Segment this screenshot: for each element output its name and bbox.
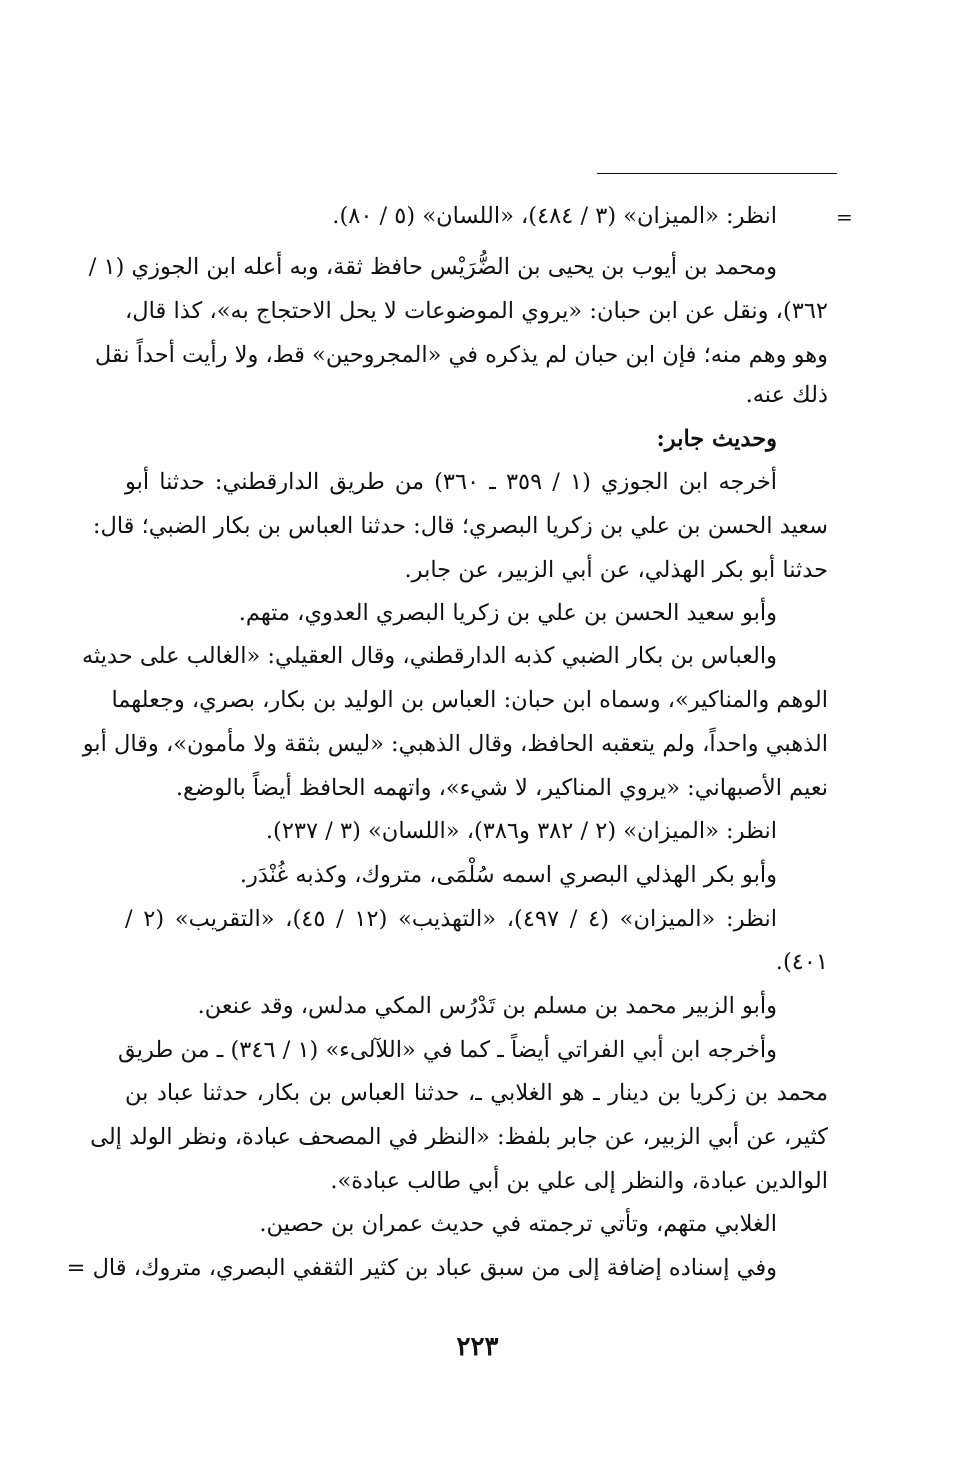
text-line: الذهبي واحداً، ولم يتعقبه الحافظ، وقال الذهبي: «ليس بثقة ولا مأمون»، وقال أبو: [82, 731, 828, 757]
text-line: محمد بن زكريا بن دينار ـ هو الغلابي ـ، حدثنا العباس بن بكار، حدثنا عباد بن: [125, 1080, 828, 1106]
text-line: وأبو الزبير محمد بن مسلم بن تَدْرُس المكي مدلس، وقد عنعن.: [197, 993, 777, 1019]
continuation-mark: =: [836, 205, 853, 229]
text-line: وأبو بكر الهذلي البصري اسمه سُلْمَى، متروك، وكذبه غُنْدَر.: [239, 862, 777, 888]
text-line: نعيم الأصبهاني: «يروي المناكير، لا شيء»، واتهمه الحافظ أيضاً بالوضع.: [175, 775, 828, 801]
text-line: حدثنا أبو بكر الهذلي، عن أبي الزبير، عن جابر.: [404, 557, 828, 583]
text-line: الوهم والمناكير»، وسماه ابن حبان: العباس بن الوليد بن بكار، بصري، وجعلهما: [111, 687, 828, 713]
text-line: وأبو سعيد الحسن بن علي بن زكريا البصري العدوي، متهم.: [238, 600, 777, 626]
text-line: الغلابي متهم، وتأتي ترجمته في حديث عمران بن حصين.: [259, 1211, 777, 1237]
text-line: انظر: «الميزان» (٢ / ٣٨٢ و٣٨٦)، «اللسان» (٣ / ٢٣٧).: [265, 818, 777, 844]
text-line: وفي إسناده إضافة إلى من سبق عباد بن كثير الثقفي البصري، متروك، قال =: [66, 1255, 777, 1281]
text-line: انظر: «الميزان» (٤ / ٤٩٧)، «التهذيب» (١٢ / ٤٥)، «التقريب» (٢ /: [125, 906, 777, 932]
section-heading: وحديث جابر:: [656, 426, 777, 452]
footnote-separator-rule: [597, 173, 837, 174]
text-line: كثير، عن أبي الزبير، عن جابر بلفظ: «النظر في المصحف عبادة، ونظر الولد إلى: [90, 1124, 828, 1150]
text-line: ٤٠١).: [775, 949, 828, 975]
text-line: وأخرجه ابن أبي الفراتي أيضاً ـ كما في «اللآلىء» (١ / ٣٤٦) ـ من طريق: [117, 1037, 777, 1063]
text-line: انظر: «الميزان» (٣ / ٤٨٤)، «اللسان» (٥ / ٨٠).: [332, 203, 777, 229]
page-number: ٢٢٣: [456, 1332, 499, 1362]
text-line: ٣٦٢)، ونقل عن ابن حبان: «يروي الموضوعات لا يحل الاحتجاج به»، كذا قال،: [125, 298, 828, 324]
text-line: وهو وهم منه؛ فإن ابن حبان لم يذكره في «المجروحين» قط، ولا رأيت أحداً نقل: [94, 342, 828, 368]
text-line: ومحمد بن أيوب بن يحيى بن الضُّرَيْس حافظ ثقة، وبه أعله ابن الجوزي (١ /: [88, 254, 777, 280]
text-line: والعباس بن بكار الضبي كذبه الدارقطني، وقال العقيلي: «الغالب على حديثه: [81, 643, 777, 669]
text-line: الوالدين عبادة، والنظر إلى علي بن أبي طالب عبادة».: [330, 1168, 828, 1194]
text-line: ذلك عنه.: [745, 382, 828, 408]
text-line: سعيد الحسن بن علي بن زكريا البصري؛ قال: حدثنا العباس بن بكار الضبي؛ قال:: [92, 513, 828, 539]
text-line: أخرجه ابن الجوزي (١ / ٣٥٩ ـ ٣٦٠) من طريق الدارقطني: حدثنا أبو: [125, 469, 778, 495]
